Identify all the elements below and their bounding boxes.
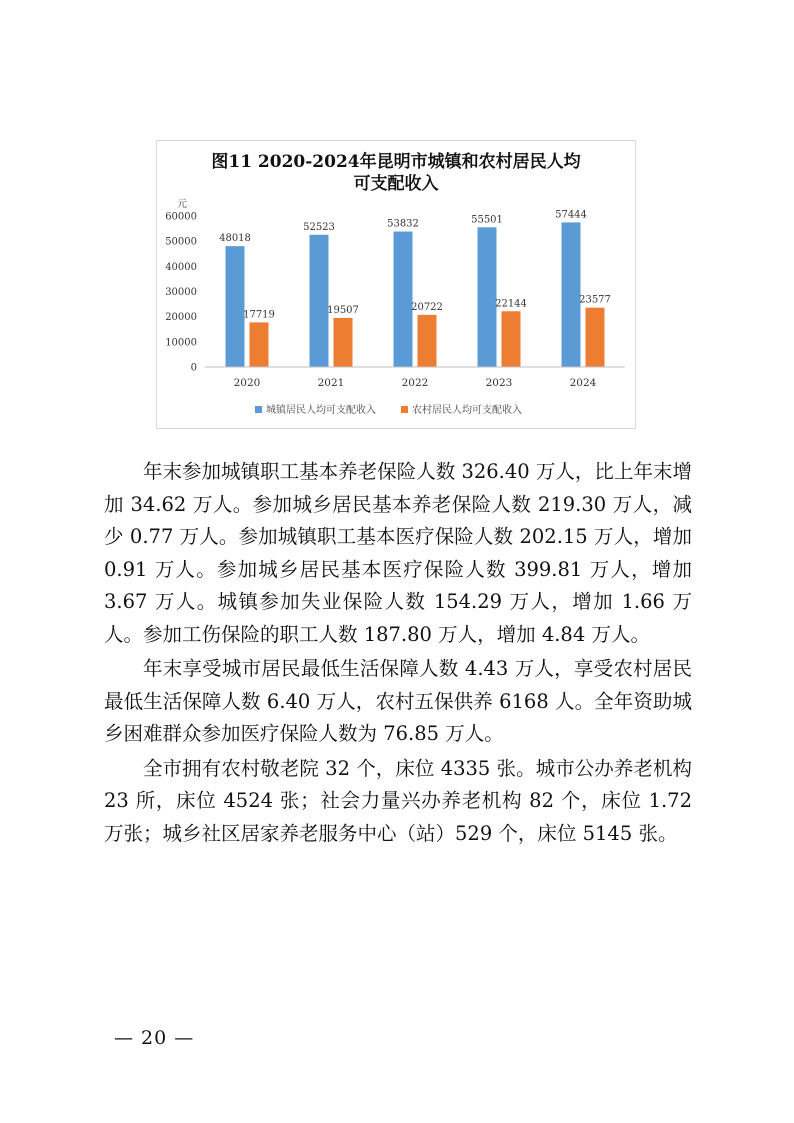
data-label-rural-2024: 23577: [579, 294, 611, 306]
x-tick-label: 2024: [569, 377, 597, 389]
bar-urban-2024: [562, 222, 581, 367]
y-tick-label: 30000: [165, 287, 197, 298]
data-label-rural-2020: 17719: [243, 309, 275, 321]
chart-legend: [255, 403, 522, 416]
bar-rural-2020: [250, 322, 269, 367]
paragraph-subsistence: 年末享受城市居民最低生活保障人数 4.43 万人，享受农村居民最低生活保障人数 6.40 万人，农村五保供养 6168 人。全年资助城乡困难群众参加医疗保险人数为 76.85 万人。: [104, 657, 692, 745]
bar-rural-2021: [334, 318, 353, 367]
x-tick-label: 2020: [233, 377, 261, 389]
y-tick-label: 20000: [165, 312, 197, 324]
x-tick-label: 2021: [317, 377, 345, 389]
income-chart: [156, 140, 636, 429]
bar-rural-2023: [502, 311, 521, 367]
legend-swatch-rural: [401, 406, 408, 413]
legend-label-urban: 城镇居民人均可支配收入: [266, 405, 376, 416]
legend-swatch-urban: [255, 406, 262, 413]
bar-urban-2020: [226, 246, 245, 367]
data-label-rural-2023: 22144: [495, 298, 527, 310]
y-tick-label: 50000: [165, 236, 197, 248]
income-bar-chart: [157, 141, 635, 428]
data-label-rural-2021: 19507: [327, 304, 359, 316]
paragraph-elderly-care: 全市拥有农村敬老院 32 个，床位 4335 张。城市公办养老机构 23 所，床位 4524 张；社会力量兴办养老机构 82 个，床位 1.72 万张；城乡社区居家养老服务中心（站）529 个，床位 5145 张。: [104, 756, 692, 845]
bar-urban-2021: [310, 235, 329, 367]
x-tick-label: 2022: [401, 377, 429, 389]
y-axis-unit-label: 元: [177, 199, 187, 210]
data-label-rural-2022: 20722: [411, 301, 443, 313]
y-tick-label: 40000: [165, 261, 197, 273]
body-text: [104, 456, 692, 852]
y-tick-label: 0: [190, 362, 197, 374]
bar-rural-2024: [586, 308, 605, 367]
legend-label-rural: 农村居民人均可支配收入: [412, 405, 522, 416]
chart-title-line2: 可支配收入: [353, 174, 439, 194]
y-tick-label: 10000: [165, 337, 197, 349]
data-label-urban-2022: 53832: [387, 218, 419, 230]
y-tick-label: 60000: [165, 211, 197, 223]
bar-urban-2022: [394, 232, 413, 367]
data-label-urban-2023: 55501: [471, 214, 503, 226]
paragraph-insurance: 年末参加城镇职工基本养老保险人数 326.40 万人，比上年末增加 34.62 万人。参加城乡居民基本养老保险人数 219.30 万人，减少 0.77 万人。参加城镇职工基本医疗保险人数 202.15 万人，增加 0.91 万人。参加城乡居民基本医疗保险人数 399.81 万人，增加 3.67 万人。城镇参加失业保险人数 154.29 万人，增加 1.66 万人。参加工伤保险的职工人数 187.80 万人，增加 4.84 万人。: [104, 460, 692, 646]
page-number: — 20 —: [114, 1027, 195, 1049]
x-tick-label: 2023: [485, 377, 513, 389]
bar-rural-2022: [418, 315, 437, 367]
bar-urban-2023: [478, 227, 497, 367]
data-label-urban-2020: 48018: [219, 233, 251, 245]
data-label-urban-2024: 57444: [555, 209, 587, 221]
data-label-urban-2021: 52523: [303, 221, 335, 233]
chart-title-line1: 图11 2020-2024年昆明市城镇和农村居民人均: [211, 152, 581, 172]
